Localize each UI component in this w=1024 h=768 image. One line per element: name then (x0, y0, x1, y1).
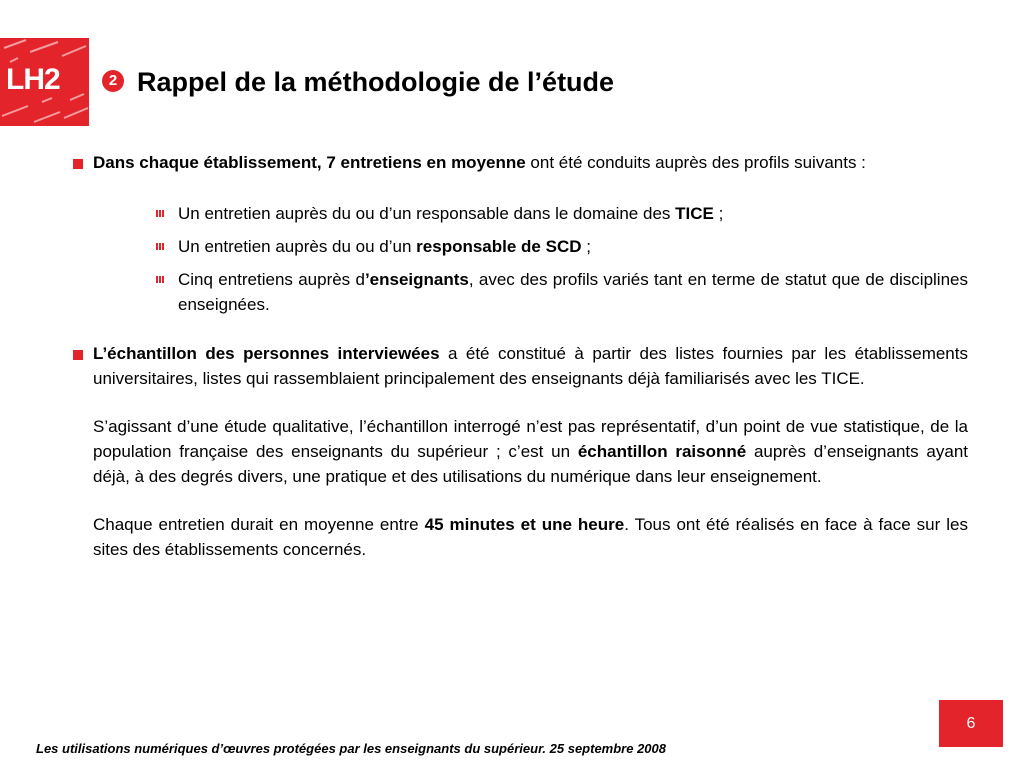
list-item-bold: TICE (675, 204, 714, 223)
slide-body (70, 150, 968, 562)
list-item-text: Cinq entretiens auprès d (178, 270, 365, 289)
list-item (70, 234, 968, 259)
bullet-bold: L’échantillon des personnes interviewées (93, 344, 440, 363)
bullet-text: a été constitué à partir des listes fournies par les établissements universitaires, listes qui rassemblaient principalement des enseignants déjà familiarisés avec les TICE. (93, 344, 968, 388)
lh2-logo (0, 38, 89, 126)
bullet-bold: Dans chaque établissement, 7 entretiens en moyenne (93, 153, 526, 172)
paragraph-text: Chaque entretien durait en moyenne entre (93, 515, 425, 534)
paragraph-bold: 45 minutes et une heure (424, 515, 625, 534)
list-item (70, 201, 968, 226)
paragraph-duration (70, 512, 968, 562)
list-item-text: , avec des profils variés tant en terme de statut que de disciplines enseignées. (178, 270, 968, 314)
list-item-text: ; (581, 237, 591, 256)
profile-list (70, 201, 968, 317)
paragraph-qualitative (70, 414, 968, 489)
triple-bar-bullet-icon (156, 243, 164, 250)
list-item-bold: ’enseignants (364, 270, 469, 289)
bullet-sample (70, 341, 968, 391)
triple-bar-bullet-icon (156, 210, 164, 217)
page-title: Rappel de la méthodologie de l’étude (137, 67, 615, 97)
paragraph-bold: échantillon raisonné (577, 442, 747, 461)
list-item-bold: responsable de SCD (416, 237, 582, 256)
bullet-text: ont été conduits auprès des profils suivants : (525, 153, 866, 172)
page-number: 6 (939, 700, 1003, 747)
square-bullet-icon (73, 159, 83, 169)
logo-text: LH2 (6, 63, 60, 96)
triple-bar-bullet-icon (156, 276, 164, 283)
title-number-badge: 2 (102, 70, 124, 92)
square-bullet-icon (73, 350, 83, 360)
footer-text: Les utilisations numériques d’œuvres protégées par les enseignants du supérieur. 25 septembre 2008 (36, 741, 666, 756)
list-item-text: Un entretien auprès du ou d’un responsable dans le domaine des (178, 204, 676, 223)
bullet-interviews (70, 150, 968, 175)
list-item-text: ; (713, 204, 724, 223)
paragraph-text: auprès d’enseignants ayant déjà, à des degrés divers, une pratique et des utilisations du numérique dans leur enseignement. (93, 442, 968, 486)
list-item (70, 267, 968, 317)
paragraph-text: . Tous ont été réalisés en face à face sur les sites des établissements concernés. (93, 515, 968, 559)
list-item-text: Un entretien auprès du ou d’un (178, 237, 417, 256)
paragraph-text: S’agissant d’une étude qualitative, l’échantillon interrogé n’est pas représentatif, d’un point de vue statistique, de la population française des enseignants du supérieur ; c’est un (93, 417, 968, 461)
